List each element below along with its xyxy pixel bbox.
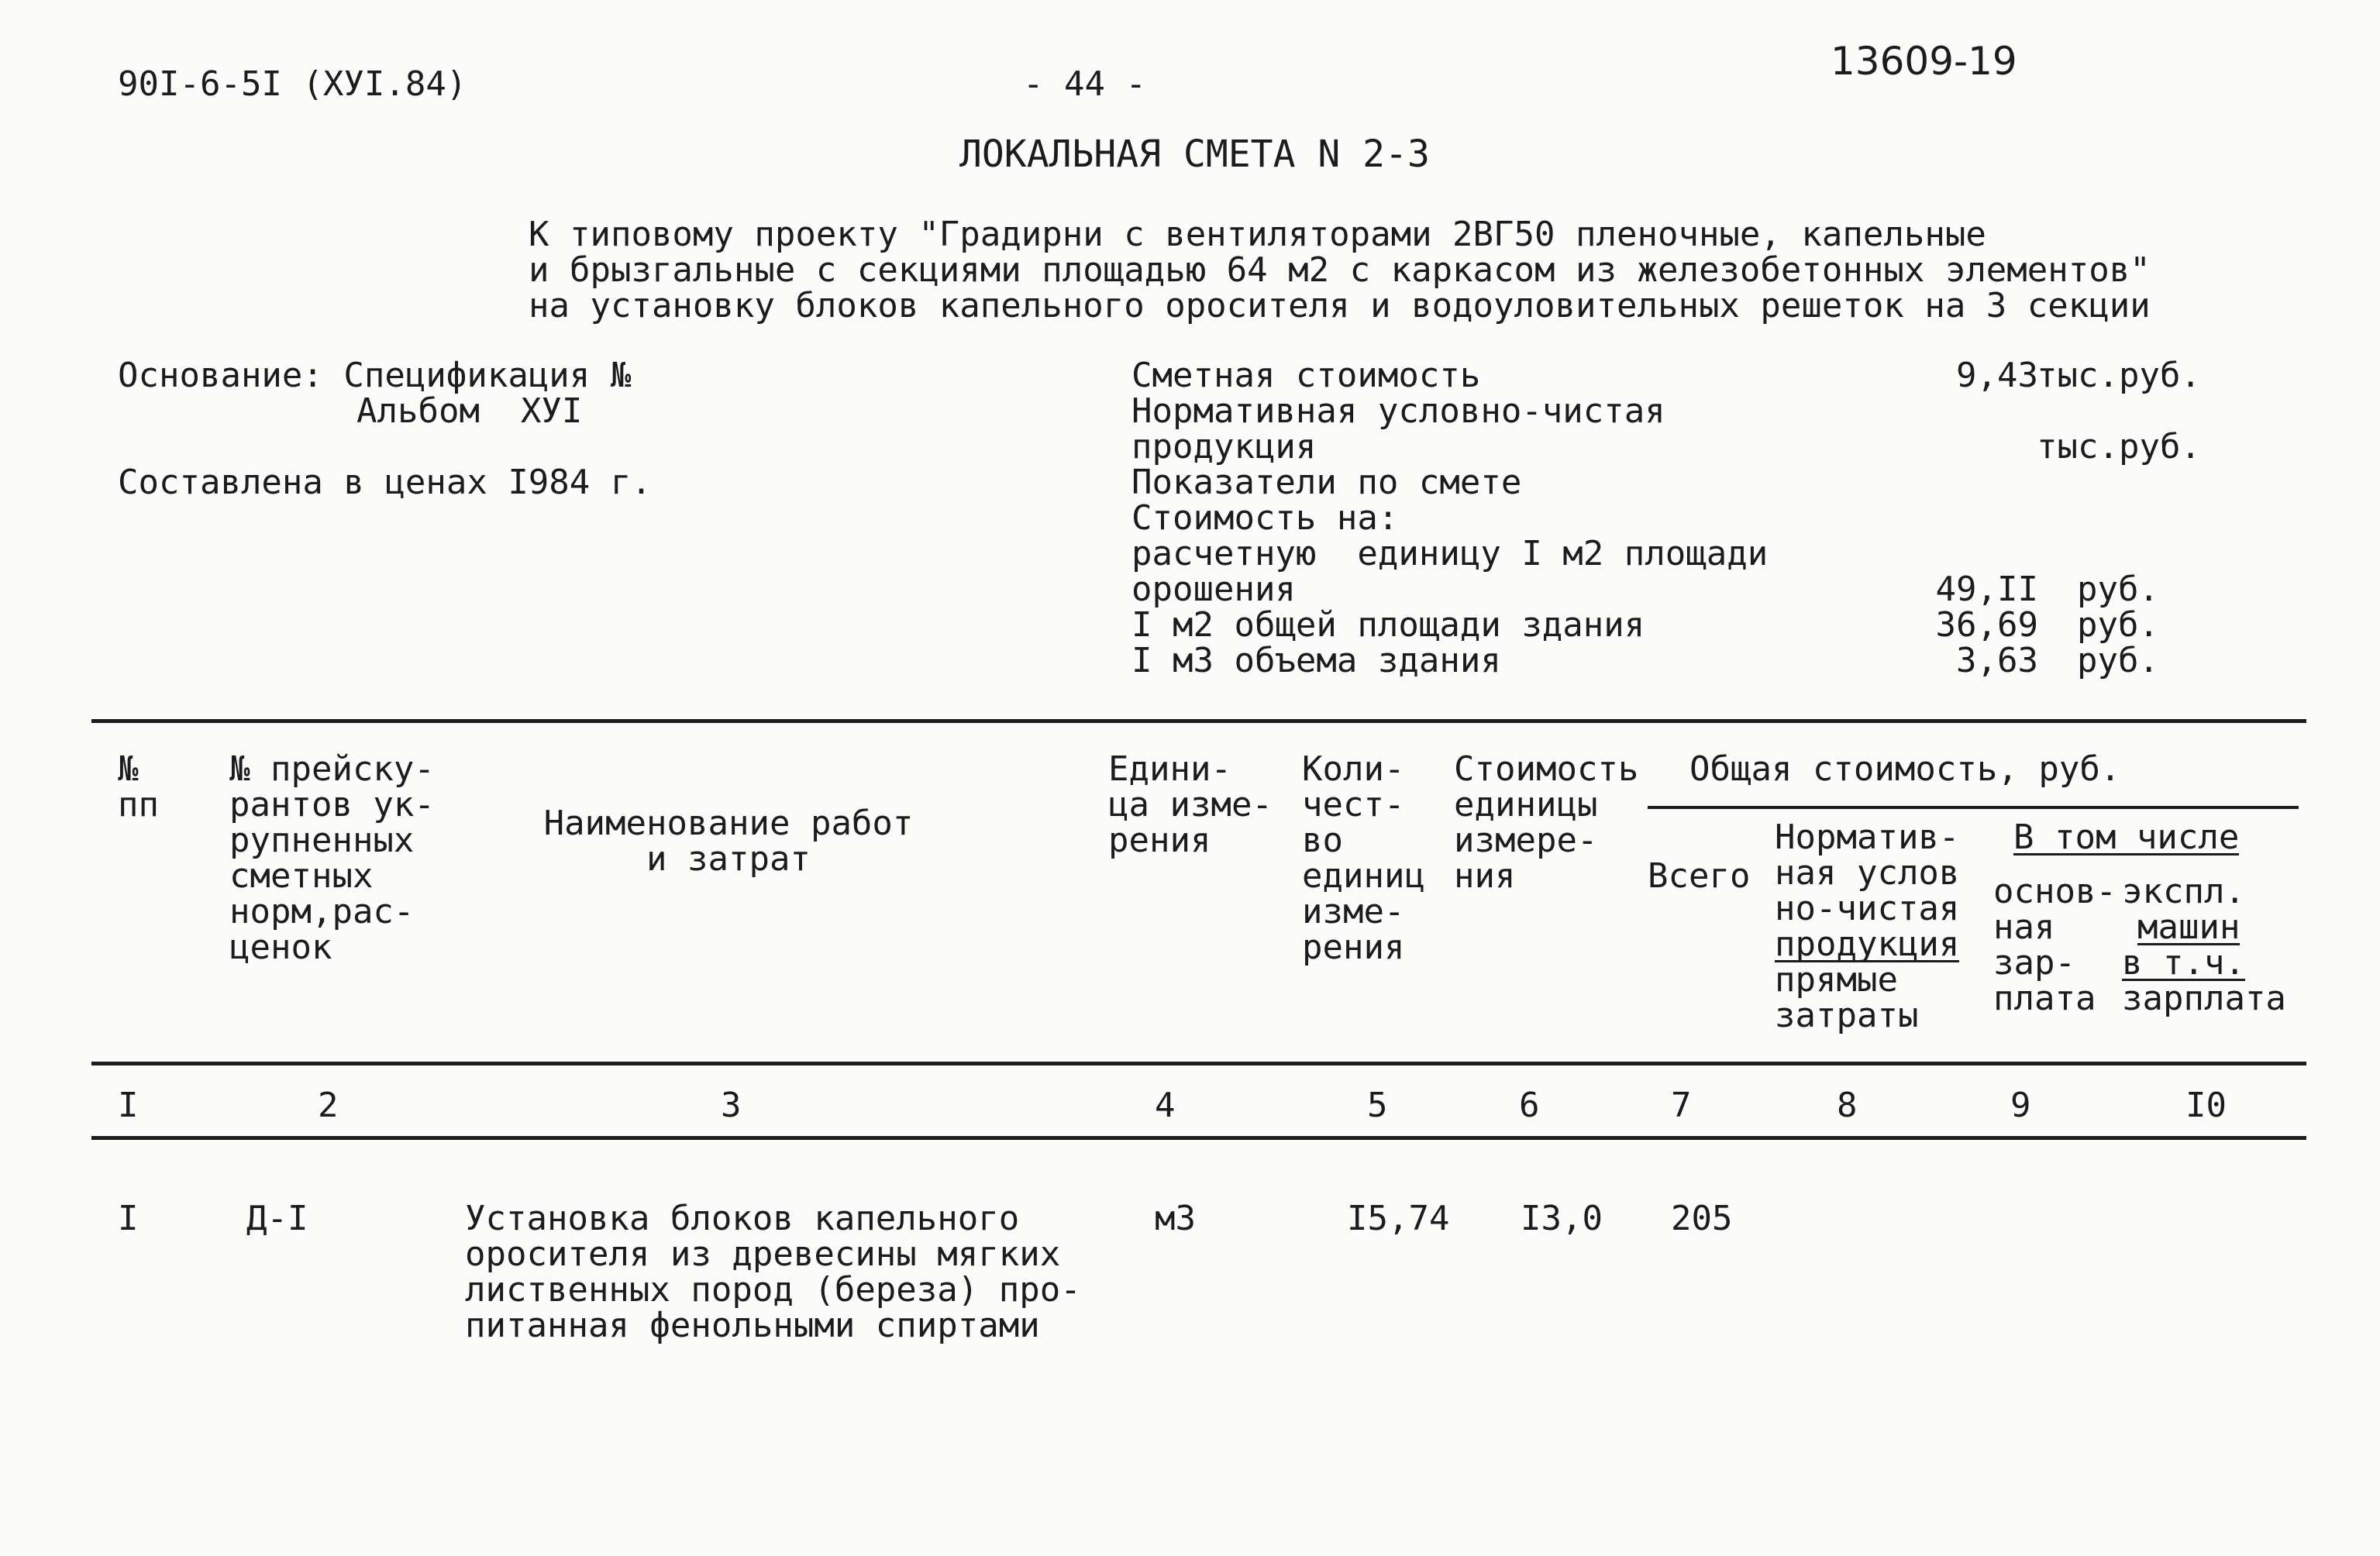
column-number-4: 4 [1155,1086,1176,1125]
header-col-10-machines: машин [2137,907,2241,947]
header-col-10-top: экспл. [2122,872,2245,911]
summary-value: 36,69 [1935,605,2038,645]
header-bottom-rule [91,1062,2306,1065]
summary-value: 3,63 [1956,641,2038,680]
summary-unit: тыс.руб. [2037,427,2201,466]
header-col-7: Всего [1648,856,1751,896]
header-col-1: № пп [118,749,159,824]
row-1-total: 205 [1671,1199,1733,1238]
summary-unit: руб. [2077,570,2159,609]
header-col-10-incl: в т.ч. [2122,943,2245,983]
summary-label: Стоимость на: [1131,498,1399,538]
document-title: ЛОКАЛЬНАЯ СМЕТА N 2-3 [959,133,1430,176]
header-group-total-cost: Общая стоимость, руб. [1689,749,2121,789]
summary-unit: руб. [2077,641,2159,680]
column-number-3: 3 [721,1086,742,1125]
subtitle-line-2: и брызгальные с секциями площадью 64 м2 с каркасом из железобетонных элементов" [529,250,2151,290]
header-col-10-bottom: зарплата [2122,979,2286,1018]
basis-prices: Составлена в ценах I984 г. [118,463,652,502]
row-1-code: Д-I [246,1199,308,1238]
summary-unit: руб. [2077,605,2159,645]
row-1-quantity: I5,74 [1347,1199,1450,1238]
header-col-6: Стоимость единицы измере- ния [1454,749,1639,896]
header-sub-group: В том числе [2013,818,2240,857]
summary-label: Показатели по смете [1131,463,1522,502]
header-col-9: основ- ная зар- плата [1993,872,2117,1018]
page-number: - 44 - [1023,64,1146,104]
column-number-1: I [118,1086,139,1125]
column-numbers-rule [91,1136,2306,1140]
row-1-unit: м3 [1155,1199,1196,1238]
summary-label: Сметная стоимость [1131,356,1481,395]
table-top-rule [91,719,2306,723]
column-number-7: 7 [1671,1086,1692,1125]
header-col-8-underlined: продукция [1775,924,1960,964]
summary-value: 49,II [1935,570,2038,609]
header-group-rule [1648,806,2299,809]
header-col-8-top: Норматив- ная услов но-чистая [1775,818,1960,928]
summary-label: орошения [1131,570,1296,609]
summary-label: Нормативная условно-чистая [1131,391,1665,431]
basis-specification: Основание: Спецификация № [118,356,632,395]
summary-label: I м3 объема здания [1131,641,1501,680]
header-col-3: Наименование работ и затрат [543,804,914,879]
column-number-8: 8 [1837,1086,1858,1125]
subtitle-line-3: на установку блоков капельного оросителя и водоуловительных решеток на 3 секции [529,286,2151,325]
document-code: 90I-6-5I (XУI.84) [118,64,467,104]
basis-album: Альбом XУI [356,391,583,431]
header-col-4: Едини- ца изме- рения [1108,749,1273,860]
header-col-2: № прейску- рантов ук- рупненных сметных норм,рас- ценок [229,749,435,967]
header-col-8-bottom: прямые затраты [1775,960,1919,1035]
document-number: 13609-19 [1831,39,2017,84]
summary-unit: тыс.руб. [2037,356,2201,395]
summary-label: продукция [1131,427,1317,466]
row-1-name: Установка блоков капельного оросителя из древесины мягких лиственных пород (береза) про- питанная фенольными спиртами [465,1199,1081,1345]
column-number-6: 6 [1519,1086,1540,1125]
column-number-2: 2 [318,1086,339,1125]
subtitle-line-1: К типовому проекту "Градирни с вентиляторами 2ВГ50 пленочные, капельные [529,215,1986,254]
header-col-5: Коли- чест- во единиц изме- рения [1302,749,1425,967]
summary-label: расчетную единицу I м2 площади [1131,534,1769,573]
column-number-9: 9 [2010,1086,2031,1125]
summary-value: 9,43 [1956,356,2038,395]
summary-label: I м2 общей площади здания [1131,605,1645,645]
row-1-number: I [118,1199,139,1238]
row-1-unit-cost: I3,0 [1521,1199,1603,1238]
column-number-5: 5 [1367,1086,1388,1125]
column-number-10: I0 [2185,1086,2227,1125]
